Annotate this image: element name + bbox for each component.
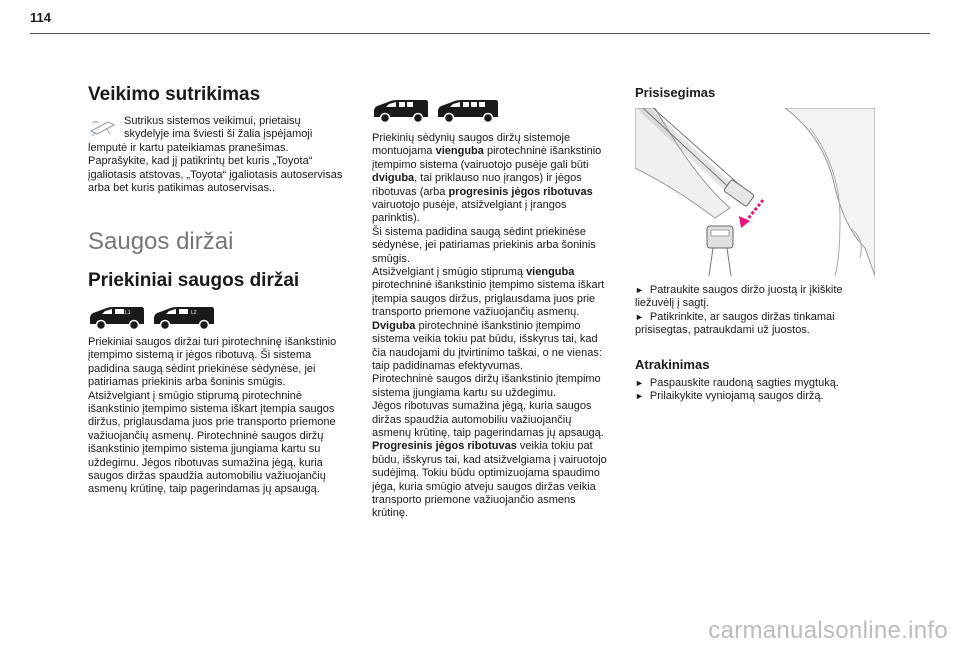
pretensioner-paragraph-4 [372,320,612,374]
text-run: Priekinių sėdynių saugos diržų sistemoje montuojama [372,132,571,158]
pretensioner-paragraph-1 [372,132,612,226]
text-run: pirotechninė išankstinio įtempimo sistema iškart įtempia saugos diržus, priglausdama juos prie transporto priemone važiuojančių asmenų. [372,279,605,319]
van-long-icon [436,98,500,124]
step-text: Patraukite saugos diržo juostą ir įkiškite liežuvėlį į sagtį. [635,284,843,310]
svg-text:L1: L1 [125,310,131,316]
vehicle-variant-icons [88,305,216,331]
bold-run: vienguba [435,145,484,158]
seatbelt-illustration [635,108,875,276]
bold-run: Progresinis jėgos ribotuvas [372,440,517,453]
text-run: , tai priklauso nuo įrangos) ir jėgos ribotuvas (arba [372,172,582,198]
van-short-icon [372,98,430,124]
step-text: Prilaikykite vyniojamą saugos diržą. [649,390,824,403]
warning-lamp-icon [88,117,118,137]
arrow-right-icon: ► [635,311,644,322]
step-text: Patikrinkite, ar saugos diržas tinkamai prisisegtas, patraukdami už juostos. [635,310,835,337]
heading-fastening: Prisisegimas [635,85,716,100]
van-long-icon [152,305,216,331]
page-number: 114 [30,10,51,25]
svg-text:L2: L2 [191,310,197,316]
pretensioner-paragraph-3 [372,266,612,320]
arrow-right-icon: ► [635,378,644,388]
step-text: Paspauskite raudoną sagties mygtuką. [649,377,839,389]
step-item [635,377,875,390]
text-run: pirotechninė išankstinio įtempimo sistema veikia tokiu pat būdu, išskyrus tai, kad čia naudojami du įtvirtinimo taškai, o ne vienas: taip padidinamas efektyvumas. [372,319,602,372]
bold-run: Dviguba [372,319,416,332]
top-rule [30,33,930,34]
heading-unfastening: Atrakinimas [635,357,710,372]
malfunction-text: Sutrikus sistemos veikimui, prietaisų skydelyje ima šviesti ši žalia įspėjamoji lemputė ir kartu pateikiamas pranešimas. Paprašykite, kad jį patikrintų bet kuris „Toyota“ įgaliotasis atstovas, „Toyota“ įgaliotasis autoservisas arba bet kuris patikimas autoservisas.. [88,115,343,195]
subsection-front-seat-belts: Priekiniai saugos diržai [88,270,300,291]
pretensioner-text [372,132,612,521]
front-seat-belts-body: Priekiniai saugos diržai turi pirotechninę išankstinio įtempimo sistemą ir jėgos ribotuvą. Ši sistema padidina saugą sėdint priekinėse sėdynėse, jei patiriamas priekinis arba šoninis smūgis. Atsižvelgiant į smūgio stiprumą pirotechninė išankstinio įtempimo sistema iškart įtempia saugos diržus, priglausdama juos prie transporto priemone važiuojančių asmenų. Pirotechninė saugos diržų išankstinio įtempimo sistema įjungiama kartu su uždegimu. Jėgos ribotuvas sumažina jėgą, kuria saugos diržas spaudžia automobiliu važiuojančių asmenų krūtinę, taip pagerindamas jų apsaugą. [88,336,337,496]
unfastening-steps [635,377,875,404]
bold-run: dviguba [372,172,415,185]
front-seat-belts-text [88,336,348,497]
text-run: veikia tokiu pat būdu, išskyrus tai, kad atsižvelgiama į vairuotojo sudėjimą. Tokiu būdu optimizuojama spaudimo jėga, kuria smūgio atveju saugos diržas veikia transporto priemone važiuojančio asmens krūtinę. [372,440,607,520]
step-item [635,311,875,338]
step-item [635,284,875,311]
van-short-icon [88,305,146,331]
text-run: Atsižvelgiant į smūgio stiprumą [372,266,527,279]
step-item [635,390,875,403]
pretensioner-paragraph-2: Ši sistema padidina saugą sėdint priekinėse sėdynėse, jei patiriamas priekinis arba šoninis smūgis. [372,225,596,265]
section-heading-malfunction: Veikimo sutrikimas [88,84,261,105]
text-run: pirotechninė išankstinio įtempimo sistema (vairuotojo pusėje gali būti [372,145,602,171]
malfunction-block [88,115,346,195]
vehicle-variant-icons-2 [372,98,500,124]
fastening-steps [635,284,875,338]
watermark: carmanualsonline.info [708,617,948,644]
pretensioner-paragraph-5: Pirotechninė saugos diržų išankstinio įtempimo sistema įjungiama kartu su uždegimu. [372,373,601,399]
page-title-seat-belts: Saugos diržai [88,228,234,255]
bold-run: progresinis jėgos ribotuvas [448,185,593,198]
pretensioner-paragraph-7 [372,440,612,520]
text-run: vairuotojo pusėje, atsižvelgiant į įrangos parinktis). [372,199,567,225]
pretensioner-paragraph-6: Jėgos ribotuvas sumažina jėgą, kuria saugos diržas spaudžia automobiliu važiuojančių asmenų krūtinę, taip pagerindamas jų apsaugą. [372,400,604,439]
arrow-right-icon: ► [635,285,644,295]
bold-run: vienguba [526,266,575,279]
arrow-right-icon: ► [635,391,644,402]
